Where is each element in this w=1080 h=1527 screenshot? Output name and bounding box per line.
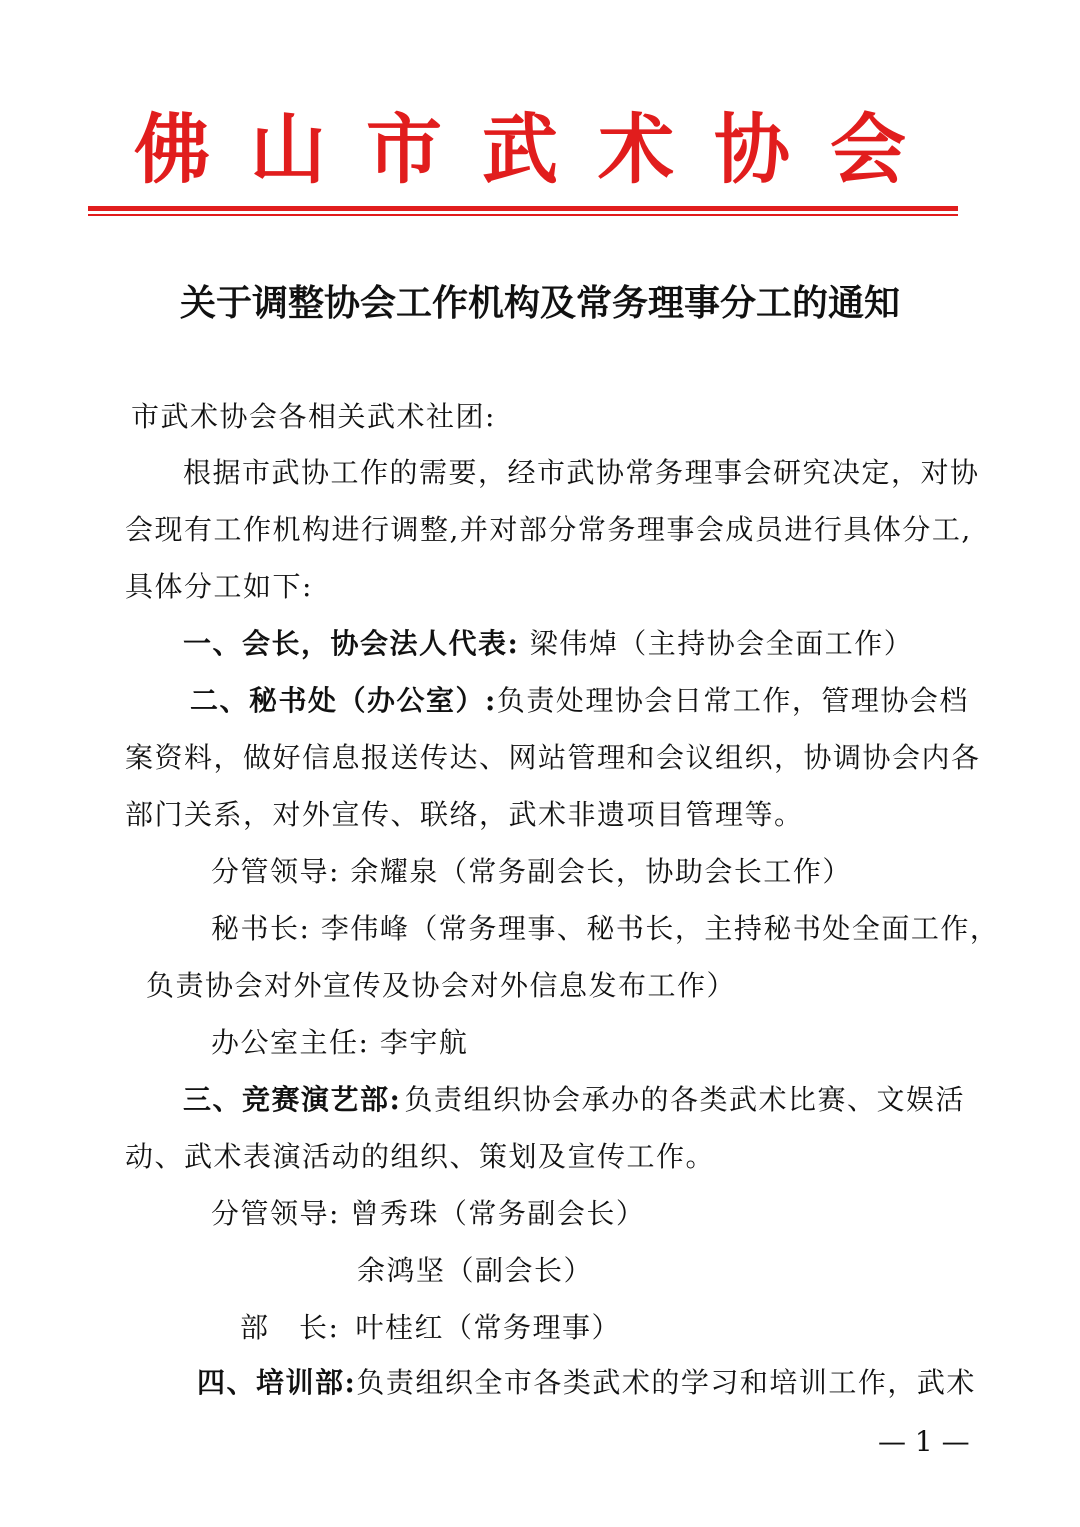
notice-title: 关于调整协会工作机构及常务理事分工的通知 [179, 282, 900, 324]
salutation: 市武术协会各相关武术社团: [131, 400, 496, 433]
section-2-heading: 二、秘书处（办公室）: [190, 684, 497, 717]
section-4-line-1: 负责组织全市各类武术的学习和培训工作，武术 [356, 1366, 976, 1399]
section-3-leader-1: 分管领导: 曾秀珠（常务副会长） [211, 1197, 646, 1230]
section-1-text: 梁伟焯（主持协会全面工作） [529, 627, 914, 660]
section-2-office-director: 办公室主任: 李宇航 [211, 1026, 469, 1059]
section-1-heading: 一、会长，协会法人代表: [183, 627, 520, 660]
section-3-line-1: 负责组织协会承办的各类武术比赛、文娱活 [404, 1083, 965, 1116]
section-2-line-3: 部门关系，对外宣传、联络，武术非遗项目管理等。 [125, 798, 804, 831]
org-letterhead-title: 佛山市武术协会 [134, 105, 946, 194]
letterhead-divider-thick [88, 206, 958, 211]
section-2-secretary-line-2: 负责协会对外宣传及协会对外信息发布工作） [146, 969, 737, 1002]
section-4-heading: 四、培训部: [197, 1366, 357, 1399]
section-2-line-2: 案资料，做好信息报送传达、网站管理和会议组织，协调协会内各 [125, 741, 981, 774]
section-2-first-line [190, 681, 969, 721]
intro-line-3: 具体分工如下: [125, 570, 313, 603]
section-3-minister-row [240, 1308, 621, 1348]
section-2-line-1: 负责处理协会日常工作，管理协会档 [496, 684, 969, 717]
section-3-first-line [183, 1080, 965, 1120]
section-1-paragraph [183, 624, 913, 664]
section-4-first-line [197, 1363, 976, 1403]
section-3-line-2: 动、武术表演活动的组织、策划及宣传工作。 [125, 1140, 716, 1173]
intro-line-1: 根据市武协工作的需要，经市武协常务理事会研究决定，对协 [183, 456, 980, 489]
section-3-leader-2: 余鸿坚（副会长） [357, 1254, 594, 1287]
letterhead-divider-thin [88, 214, 958, 216]
section-3-heading: 三、竞赛演艺部: [183, 1083, 402, 1116]
section-3-minister: 叶桂红（常务理事） [355, 1311, 621, 1344]
intro-line-2: 会现有工作机构进行调整,并对部分常务理事会成员进行具体分工, [125, 513, 972, 546]
section-2-secretary-line-1: 秘书长: 李伟峰（常务理事、秘书长，主持秘书处全面工作， [211, 912, 1000, 945]
section-3-minister-label: 部 长: [240, 1311, 340, 1344]
page-number: — 1 — [878, 1425, 970, 1458]
section-2-leader: 分管领导: 余耀泉（常务副会长，协助会长工作） [211, 855, 852, 888]
